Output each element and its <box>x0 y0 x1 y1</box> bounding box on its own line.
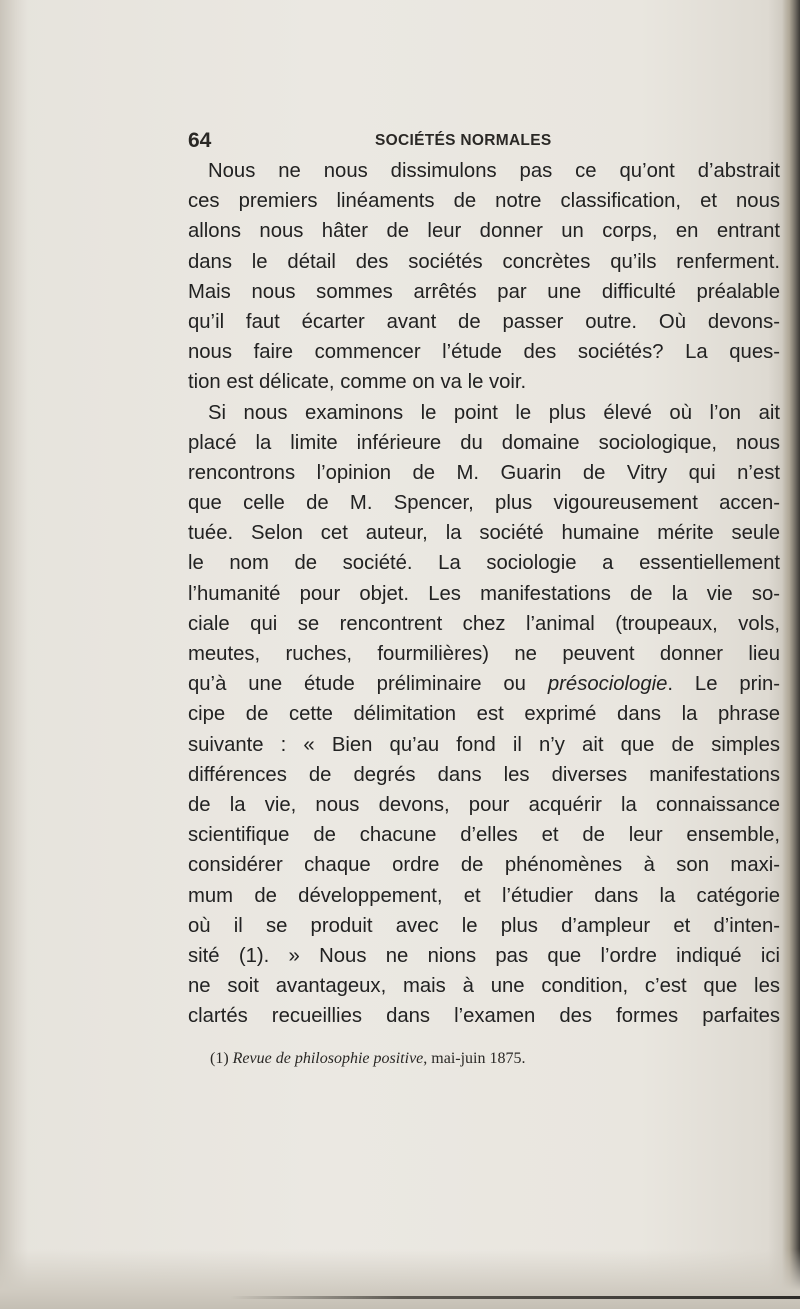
footnote-journal: Revue de philosophie positive <box>232 1050 424 1067</box>
text-line: nous faire commencer l’étude des sociétés? La ques- <box>188 341 780 364</box>
text-segment: qu’à une étude préliminaire ou <box>188 673 548 696</box>
body-text <box>188 156 780 1031</box>
italic-term: présociologie <box>547 673 668 696</box>
running-head: SOCIÉTÉS NORMALES <box>375 132 552 149</box>
page-gutter-shadow <box>0 0 28 1309</box>
text-line: qu’il faut écarter avant de passer outre. Où devons- <box>188 310 780 333</box>
text-line: de la vie, nous devons, pour acquérir la connaissance <box>188 793 780 816</box>
text-line: ciale qui se rencontrent chez l’animal (troupeaux, vols, <box>188 612 780 635</box>
text-line: différences de degrés dans les diverses manifestations <box>188 763 780 786</box>
text-line: l’humanité pour objet. Les manifestations de la vie so- <box>188 582 780 605</box>
text-line: suivante : « Bien qu’au fond il n’y ait que de simples <box>188 733 780 756</box>
text-line: Si nous examinons le point le plus élevé où l’on ait <box>208 401 780 424</box>
text-line: allons nous hâter de leur donner un corps, en entrant <box>188 220 780 243</box>
footnote-date: , mai-juin 1875. <box>423 1050 526 1067</box>
text-line: sité (1). » Nous ne nions pas que l’ordre indiqué ici <box>188 944 780 967</box>
text-line-with-italic <box>188 669 780 699</box>
text-line: que celle de M. Spencer, plus vigoureusement accen- <box>188 492 780 515</box>
footnote-marker: (1) <box>210 1050 233 1067</box>
page-edge-shadow <box>782 0 800 1309</box>
page-number: 64 <box>188 129 212 152</box>
text-line: cipe de cette délimitation est exprimé dans la phrase <box>188 703 780 726</box>
text-line: scientifique de chacune d’elles et de leur ensemble, <box>188 824 780 847</box>
text-line: ne soit avantageux, mais à une condition, c’est que les <box>188 975 780 998</box>
text-line: tuée. Selon cet auteur, la société humaine mérite seule <box>188 522 780 545</box>
text-line: Mais nous sommes arrêtés par une difficulté préalable <box>188 280 780 303</box>
text-line: le nom de société. La sociologie a essentiellement <box>188 552 780 575</box>
text-line: clartés recueillies dans l’examen des formes parfaites <box>188 1005 780 1028</box>
text-segment: . Le prin- <box>667 673 780 696</box>
page-bottom-edge <box>230 1296 800 1299</box>
text-line: tion est délicate, comme on va le voir. <box>188 371 527 394</box>
text-line: considérer chaque ordre de phénomènes à son maxi- <box>188 854 780 877</box>
text-line: ces premiers linéaments de notre classification, et nous <box>188 190 780 213</box>
text-line: meutes, ruches, fourmilières) ne peuvent donner lieu <box>188 643 780 665</box>
text-line: placé la limite inférieure du domaine sociologique, nous <box>188 431 780 454</box>
text-line: rencontrons l’opinion de M. Guarin de Vitry qui n’est <box>188 461 780 484</box>
footnote <box>210 1047 525 1071</box>
text-line: dans le détail des sociétés concrètes qu’ils renferment. <box>188 250 780 273</box>
text-line: où il se produit avec le plus d’ampleur et d’inten- <box>188 914 780 937</box>
page-bottom-shadow <box>0 1249 800 1309</box>
page-header <box>188 126 780 156</box>
text-line: mum de développement, et l’étudier dans la catégorie <box>188 884 780 907</box>
text-line: Nous ne nous dissimulons pas ce qu’ont d’abstrait <box>208 160 780 182</box>
